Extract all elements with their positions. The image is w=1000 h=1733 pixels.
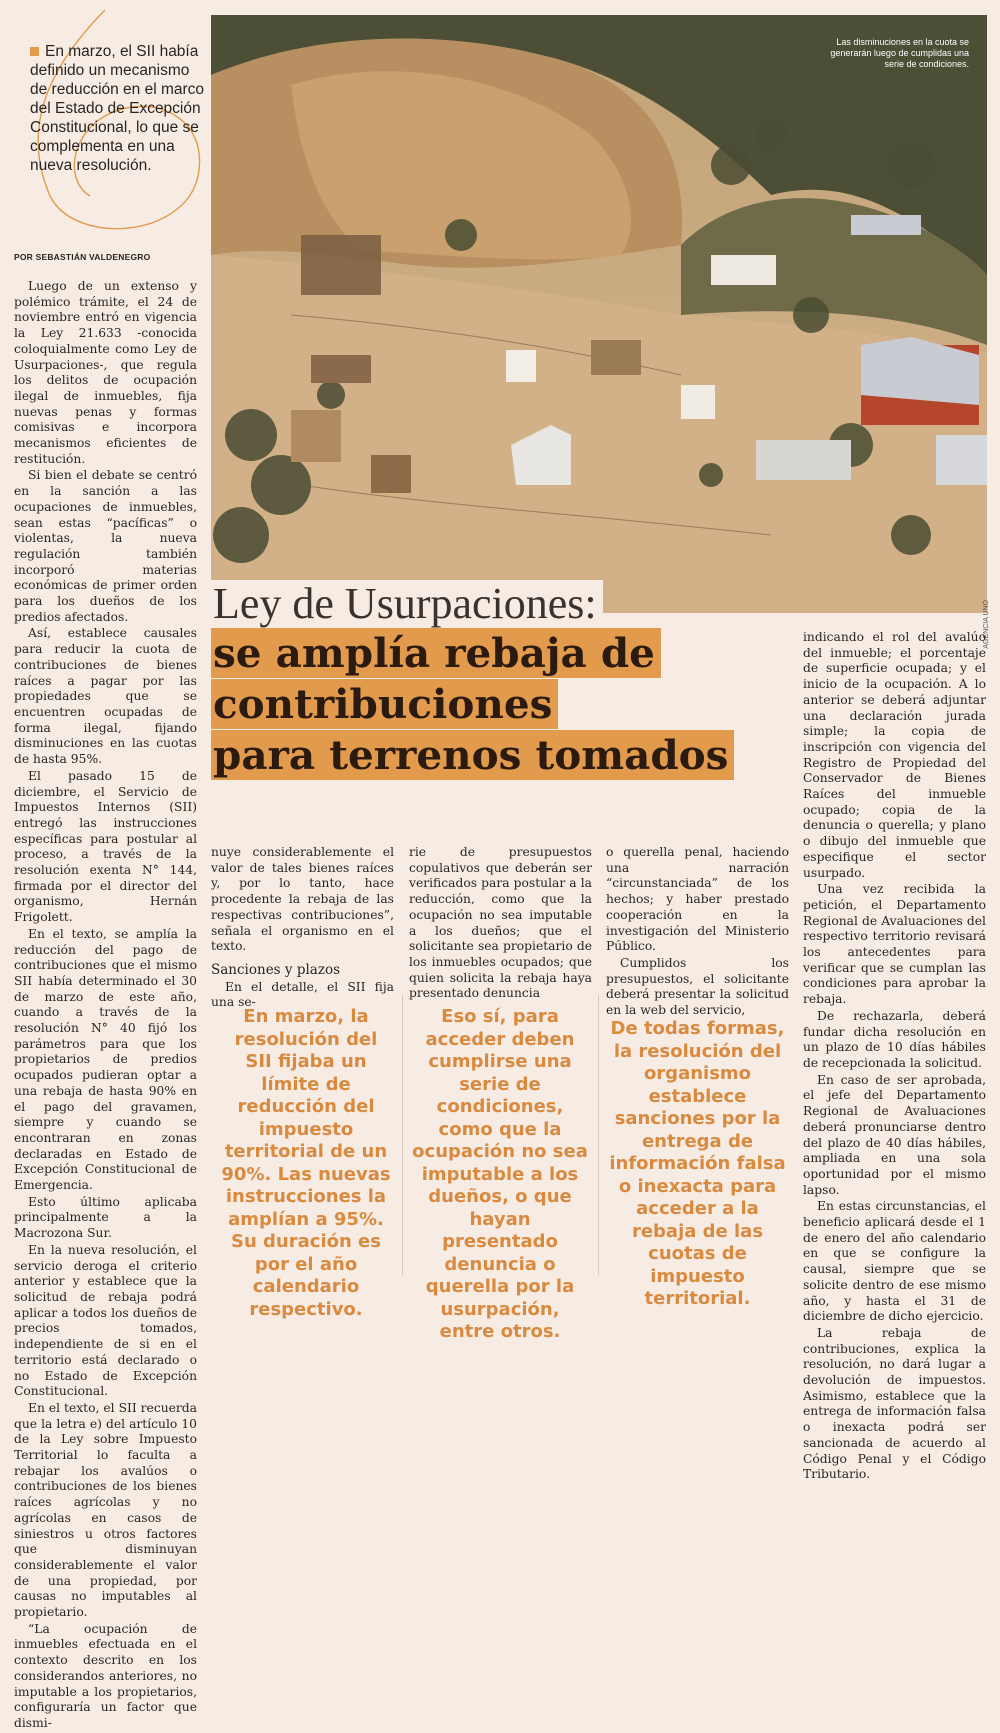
photo-illustration — [211, 15, 987, 613]
paragraph: En la nueva resolución, el servicio deroga el criterio anterior y establece que la solicitud de rebaja podrá aplicar a todos los dueños de precios tomados, independiente de si en el territorio está declarado o no Estado de Excepción Constitucional. — [14, 1242, 197, 1399]
paragraph: En el detalle, el SII fija una se- — [211, 979, 394, 1010]
pull-quote: De todas formas, la resolución del organismo establece sanciones por la entrega de información falsa o inexacta para acceder a la rebaja de las cuotas de impuesto territorial. — [609, 1018, 786, 1309]
headline-highlight — [211, 628, 734, 781]
column-4 — [606, 845, 789, 1020]
paragraph: En el texto, el SII recuerda que la letra e) del artículo 10 de la Ley sobre Impuesto Territorial lo faculta a rebajar los avalúos o contribuciones de los bienes raíces agrícolas y no agrícolas en casos de siniestros u otros factores que disminuyan considerablemente el valor de una propiedad, por causas no imputables al propietario. — [14, 1400, 197, 1620]
lead-text: En marzo, el SII había definido un mecanismo de reducción en el marco del Estado de Excepción Constitucional, lo que se complementa en una nueva resolución. — [30, 43, 205, 174]
article-photo — [211, 15, 987, 613]
column-5 — [803, 630, 986, 1484]
byline: POR SEBASTIÁN VALDENEGRO — [14, 252, 151, 262]
headline-line: contribuciones — [211, 679, 558, 729]
paragraph: Así, establece causales para reducir la cuota de contribuciones de bienes raíces a pagar por las propiedades que se encuentren ocupadas de forma ilegal, fijando disminuciones en las cuotas de hasta 95%. — [14, 626, 197, 767]
paragraph: La rebaja de contribuciones, explica la resolución, no dará lugar a devolución de impuestos. Asimismo, establece que la entrega de información falsa o inexacta podrá ser sancionada de acuerdo al Código Penal y el Código Tributario. — [803, 1325, 986, 1482]
paragraph: Cumplidos los presupuestos, el solicitante deberá presentar la solicitud en la web del servicio, — [606, 955, 789, 1018]
paragraph: Si bien el debate se centró en la sanción a las ocupaciones de inmuebles, sean estas “pacíficas” o violentas, la nueva regulación también incorporó materias económicas de primer orden para los dueños de los predios afectados. — [14, 468, 197, 624]
column-divider — [402, 995, 403, 1275]
column-divider — [598, 995, 599, 1275]
column-1 — [14, 279, 197, 1733]
paragraph: nuye considerablemente el valor de tales bienes raíces y, por lo tanto, hace procedente la rebaja de las respectivas contribuciones”, señala el organismo en el texto. — [211, 845, 394, 954]
column-3 — [409, 845, 592, 1003]
pull-quote: Eso sí, para acceder deben cumplirse una serie de condiciones, como que la ocupación no sea imputable a los dueños, o que hayan presentado denuncia o querella por la usurpación, entre otros. — [412, 1006, 588, 1342]
photo-credit: AGENCIA UNO — [983, 600, 990, 649]
paragraph: De rechazarla, deberá fundar dicha resolución en un plazo de 10 días hábiles de recepcionada la solicitud. — [803, 1008, 986, 1070]
paragraph: Esto último aplicaba principalmente a la Macrozona Sur. — [14, 1194, 197, 1241]
column-2 — [211, 845, 394, 1012]
paragraph: o querella penal, haciendo una narración “circunstanciada” de los hechos; y haber prestado cooperación en la investigación del Ministerio Público. — [606, 845, 789, 954]
paragraph: El pasado 15 de diciembre, el Servicio de Impuestos Internos (SII) entregó las instrucciones específicas para postular al proceso, a través de la resolución exenta N° 144, firmada por el director del organismo, Hernán Frigolett. — [14, 768, 197, 925]
lead-paragraph — [30, 42, 210, 175]
paragraph: Luego de un extenso y polémico trámite, el 24 de noviembre entró en vigencia la Ley 21.633 -conocida coloquialmente como Ley de Usurpaciones-, que regula los delitos de ocupación ilegal de inmuebles, fija nuevas penas y formas comisivas e incorpora mecanismos eficientes de restitución. — [14, 279, 197, 466]
subheading: Sanciones y plazos — [211, 961, 340, 978]
paragraph: “La ocupación de inmuebles efectuada en el contexto descrito en los considerandos anteriores, no imputable a los propietarios, configuraría un factor que dismi- — [14, 1621, 197, 1730]
paragraph: En caso de ser aprobada, el jefe del Departamento Regional de Avaluaciones deberá pronunciarse dentro del plazo de 40 días hábiles, ampliada en una sola oportunidad por el mismo lapso. — [803, 1072, 986, 1197]
paragraph: indicando el rol del avalúo del inmueble; el porcentaje de superficie ocupada; y el inicio de la ocupación. A lo anterior se deberá adjuntar una declaración jurada simple; la copia de inscripción con vigencia del Registro de Propiedad del Conservador de Bienes Raíces del inmueble ocupado; copia de la denuncia o querella; y plano o dibujo del inmueble que especifique el sector usurpado. — [803, 630, 986, 880]
paragraph: En el texto, se amplía la reducción del pago de contribuciones que el mismo SII había determinado el 30 de marzo de este año, cuando a través de la resolución N° 40 fijó los parámetros para que los propietarios de predios ocupados pudieran optar a una rebaja de hasta 90% en el pago del gravamen, siempre y cuando se encontraran en zonas declaradas en Estado de Excepción Constitucional de Emergencia. — [14, 926, 197, 1193]
paragraph: En estas circunstancias, el beneficio aplicará desde el 1 de enero del año calendario en que se configure la causal, siempre que se solicite dentro de ese mismo año, y hasta el 31 de diciembre de dicho ejercicio. — [803, 1199, 986, 1324]
paragraph: Una vez recibida la petición, el Departamento Regional de Avaluaciones del respectivo territorio revisará los antecedentes para verificar que se cumplan las condiciones para aprobar la rebaja. — [803, 882, 986, 1007]
photo-caption: Las disminuciones en la cuota se generarán luego de cumplidas una serie de condiciones. — [830, 37, 969, 69]
paragraph: rie de presupuestos copulativos que deberán ser verificados para postular a la reducción, como que la ocupación no sea imputable a los dueños; que el solicitante sea propietario de los inmuebles ocupados; que quien solicita la rebaja haya presentado denuncia — [409, 845, 592, 1001]
headline-title: Ley de Usurpaciones: — [211, 580, 603, 628]
headline-line: para terrenos tomados — [211, 730, 734, 780]
square-bullet-icon — [30, 47, 39, 56]
pull-quote: En marzo, la resolución del SII fijaba un límite de reducción del impuesto territorial de un 90%. Las nuevas instrucciones la amplían a 95%. Su duración es por el año calendario respectivo. — [221, 1006, 391, 1320]
headline-line: se amplía rebaja de — [211, 628, 661, 678]
